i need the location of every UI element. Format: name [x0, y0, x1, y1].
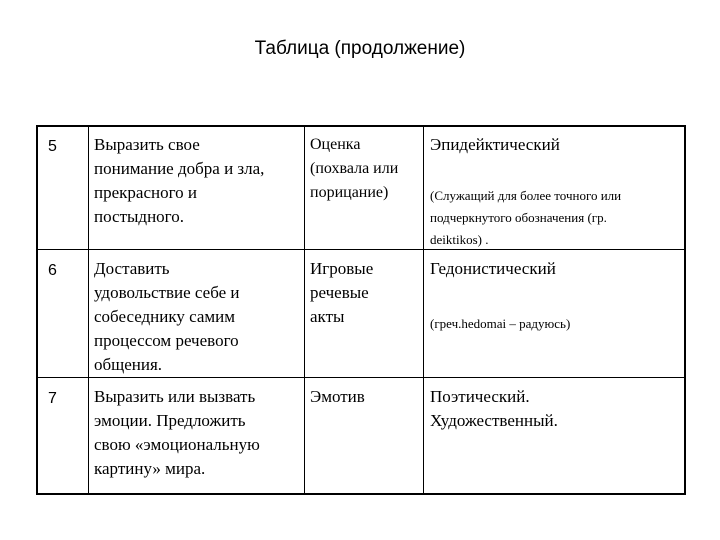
type-note: (греч.hedomai – радуюсь): [430, 316, 571, 331]
goal-cell: Выразить свое понимание добра и зла, прекрасного и постыдного.: [94, 135, 265, 226]
content-table: [36, 125, 686, 495]
genre-cell: Оценка (похвала или порицание): [310, 136, 399, 201]
type-cell: Поэтический. Художественный.: [430, 387, 558, 430]
goal-cell: Доставить удовольствие себе и собеседнику самим процессом речевого общения.: [94, 259, 240, 374]
row-number: 5: [48, 138, 57, 155]
genre-cell: Игровые речевые акты: [310, 259, 374, 326]
row-number: 7: [48, 390, 57, 407]
type-cell: Гедонистический: [430, 259, 556, 278]
column-divider: [88, 127, 89, 493]
type-cell: Эпидейктический: [430, 135, 560, 154]
row-number: 6: [48, 262, 57, 279]
page-title: Таблица (продолжение): [254, 38, 466, 59]
type-note: (Служащий для более точного или подчеркнутого обозначения (гр. deiktikos) .: [430, 188, 622, 247]
row-divider: [38, 377, 684, 378]
genre-cell: Эмотив: [310, 387, 365, 406]
column-divider: [423, 127, 424, 493]
goal-cell: Выразить или вызвать эмоции. Предложить свою «эмоциональную картину» мира.: [94, 387, 260, 478]
column-divider: [304, 127, 305, 493]
